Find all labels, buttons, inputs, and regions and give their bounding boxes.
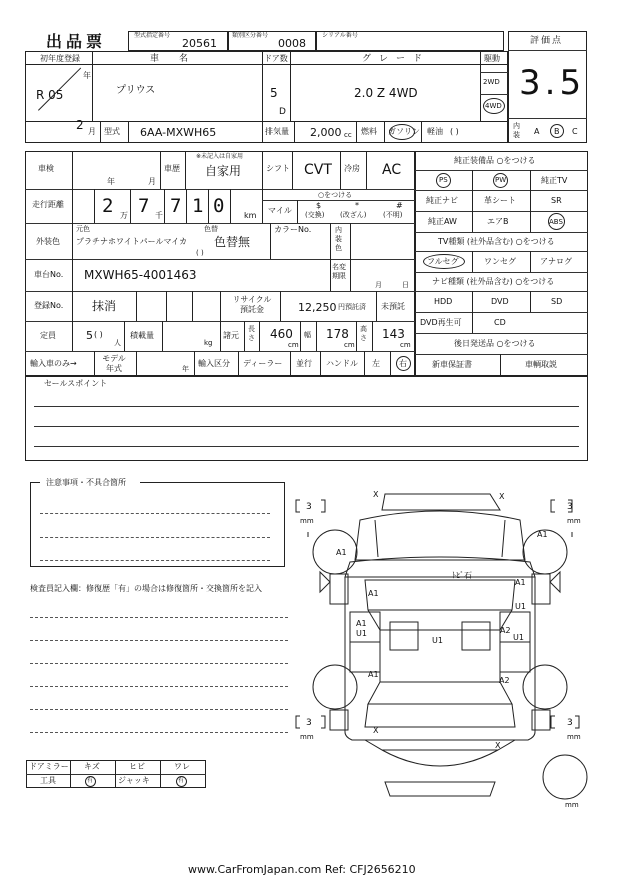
orig-color-label: 元色: [76, 225, 90, 233]
equip-airbag[interactable]: エアB: [487, 217, 509, 226]
later-title: 後日発送品 ○をつける: [454, 339, 536, 348]
fuel-diesel[interactable]: 軽油: [427, 127, 443, 136]
length-value: 460: [270, 327, 293, 341]
mileage-km: km: [244, 211, 257, 220]
meter-exchanged[interactable]: (交換): [305, 211, 325, 219]
mark-front-right-wheel: A1: [537, 530, 548, 539]
mark-front-bumper-x2: X: [499, 492, 505, 501]
mark-rear-x2: X: [495, 741, 501, 750]
door-type: D: [279, 107, 286, 117]
spare-tire-mm: mm: [565, 801, 579, 809]
mark-rear-x: X: [373, 726, 379, 735]
mileage-digit-4: 1: [192, 195, 204, 217]
first-reg-month: 2: [76, 118, 84, 132]
interior-c[interactable]: C: [572, 127, 578, 136]
caution-label: 注意事項・不具合箇所: [46, 478, 126, 487]
meter-mile[interactable]: マイル: [268, 206, 292, 215]
meter-tampered-symbol[interactable]: *: [355, 201, 359, 210]
color-change-label: 色替: [204, 225, 218, 233]
drive-label: 駆動: [484, 54, 500, 63]
legend-scratch: キズ: [84, 762, 100, 771]
recycle-unit: 円預託済: [338, 303, 366, 311]
sales-point-box: [25, 376, 588, 461]
equip-ps[interactable]: PS: [439, 176, 448, 184]
car-name-label: 車名: [150, 54, 209, 64]
mark-left-door-u: U1: [356, 629, 367, 638]
displacement-unit: cc: [344, 131, 352, 139]
mileage-digit-2: 7: [138, 195, 150, 217]
ac-value: AC: [382, 162, 402, 178]
tire-rl-depth: 3: [306, 718, 312, 728]
sales-point-label: セールスポイント: [44, 379, 108, 388]
interior-color-label: 内装色: [335, 226, 342, 252]
mark-left-rear-quarter: A1: [368, 670, 379, 679]
mileage-label: 走行距離: [32, 200, 64, 209]
shift-label: シフト: [266, 164, 290, 173]
grade-value: 2.0 Z 4WD: [354, 86, 418, 100]
fuel-label: 燃料: [361, 127, 377, 136]
legend-jack-yes: 有: [178, 777, 185, 784]
model-approval-value: 20561: [182, 37, 217, 50]
name-change-month: 月: [375, 281, 382, 289]
equip-abs[interactable]: ABS: [549, 218, 563, 226]
legend-jack: ジャッキ: [118, 776, 150, 785]
inspector-label: 検査員記入欄：修復歴「有」の場合は修復箇所・交換箇所を記入: [30, 584, 262, 593]
dvd-playback[interactable]: DVD再生可: [420, 318, 462, 327]
inspection-year-suffix: 年: [107, 177, 115, 186]
import-label: 輸入車のみ→: [30, 359, 77, 368]
fuel-gasoline[interactable]: ガソリン: [388, 127, 420, 136]
mileage-unit-sen: 千: [155, 211, 163, 220]
model-year-unit: 年: [182, 365, 189, 373]
year-suffix: 年: [83, 71, 91, 80]
width-unit: cm: [344, 341, 355, 349]
exterior-color-label: 外装色: [36, 237, 60, 246]
length-unit: cm: [288, 341, 299, 349]
tire-fr-depth: 3: [567, 502, 573, 512]
tv-oneseg[interactable]: ワンセグ: [484, 257, 516, 266]
color-paren: ( ): [196, 249, 204, 257]
chassis-value: MXWH65-4001463: [84, 268, 197, 282]
legend-mirror: ドアミラー: [29, 762, 69, 771]
displacement-value: 2,000: [310, 126, 342, 139]
mark-left-fender: A1: [368, 589, 379, 598]
tv-title: TV種類 (社外品含む) ○をつける: [438, 237, 555, 246]
capacity-label: 定員: [40, 331, 56, 340]
legend-tools-yes: 有: [87, 777, 94, 784]
recycle-none[interactable]: 未預託: [381, 302, 405, 311]
height-unit: cm: [400, 341, 411, 349]
mark-front-bumper-x: X: [373, 490, 379, 499]
car-name: プリウス: [116, 85, 156, 96]
type-label: 型式: [104, 127, 120, 136]
inspection-label: 車検: [38, 164, 54, 173]
tv-analog[interactable]: アナログ: [540, 257, 572, 266]
mark-right-rear-door-u: U1: [513, 633, 524, 642]
capacity-paren: ( ): [94, 330, 103, 339]
tire-rl-mm: mm: [300, 733, 314, 741]
equip-leather[interactable]: 革シート: [484, 196, 516, 205]
mark-hood-stone-chip: ﾄﾋﾞ石: [452, 571, 472, 580]
page-title: 出品票: [46, 32, 107, 51]
mark-right-door-u: U1: [515, 602, 526, 611]
meter-exchanged-symbol[interactable]: $: [316, 201, 322, 210]
first-reg-era: R 05: [36, 88, 64, 102]
interior-label: 内装: [513, 122, 520, 139]
meter-tampered[interactable]: (改ざん): [340, 211, 367, 219]
caution-box: [30, 482, 285, 567]
ac-label: 冷房: [344, 164, 360, 173]
height-label: 高さ: [360, 325, 367, 342]
color-no-label: カラーNo.: [274, 225, 312, 234]
type-value: 6AA-MXWH65: [140, 126, 217, 139]
capacity-value: 5: [86, 329, 93, 342]
chassis-label: 車台No.: [34, 270, 64, 279]
later-warranty[interactable]: 新車保証書: [432, 360, 472, 369]
shift-value: CVT: [304, 162, 332, 178]
tire-rr-depth: 3: [567, 718, 573, 728]
navi-sd[interactable]: SD: [551, 297, 563, 306]
mark-right-fender: A1: [515, 578, 526, 587]
fuel-other: ( ): [450, 127, 459, 136]
orig-color: プラチナホワイトパールマイカ: [76, 237, 188, 246]
load-label: 積載量: [130, 331, 154, 340]
navi-title: ナビ種類 (社外品含む) ○をつける: [432, 277, 555, 286]
height-value: 143: [382, 327, 405, 341]
legend-crack: ヒビ: [129, 762, 145, 771]
mileage-digit-1: 2: [102, 195, 114, 217]
mileage-unit-man: 万: [120, 211, 128, 220]
grade-label: グレード: [362, 54, 431, 64]
name-change-label: 名変期限: [332, 263, 346, 280]
registration-value: 抹消: [92, 299, 117, 313]
handle-label: ハンドル: [326, 359, 358, 368]
interior-a[interactable]: A: [534, 127, 540, 136]
equip-sunroof[interactable]: SR: [551, 196, 562, 205]
equip-genuine-aw[interactable]: 純正AW: [428, 217, 457, 226]
history-value: 自家用: [205, 164, 242, 178]
tire-fl-depth: 3: [306, 502, 312, 512]
history-note: ※未記入は自家用: [196, 153, 244, 160]
legend-tools: 工具: [40, 776, 56, 785]
equip-genuine-tv[interactable]: 純正TV: [541, 176, 568, 185]
equip-pw[interactable]: PW: [495, 176, 507, 184]
mark-roof: U1: [432, 636, 443, 645]
meter-unknown-symbol[interactable]: #: [396, 201, 403, 210]
first-reg-label: 初年度登録: [40, 54, 80, 63]
doors-value: 5: [270, 86, 278, 100]
tire-fr-mm: mm: [567, 517, 581, 525]
history-label: 車歴: [164, 164, 180, 173]
score-value: 3.5: [519, 63, 586, 103]
tire-rr-mm: mm: [567, 733, 581, 741]
tv-fullseg[interactable]: フルセグ: [427, 257, 459, 266]
registration-label: 登録No.: [34, 301, 64, 310]
legend-broken: ワレ: [174, 762, 190, 771]
name-change-day: 日: [402, 281, 409, 289]
model-approval-label: 型式指定番号: [134, 32, 171, 39]
recycle-label: リサイクル預託金: [232, 295, 272, 314]
equip-genuine-navi[interactable]: 純正ナビ: [426, 196, 458, 205]
capacity-unit: 人: [114, 339, 121, 347]
mark-front-left-wheel: A1: [336, 548, 347, 557]
width-label: 幅: [304, 331, 311, 339]
cd[interactable]: CD: [494, 318, 506, 327]
load-unit: kg: [204, 339, 213, 347]
drive-4wd[interactable]: 4WD: [485, 102, 502, 110]
displacement-label: 排気量: [265, 127, 289, 136]
import-dealer[interactable]: ディーラー: [243, 359, 283, 368]
navi-dvd[interactable]: DVD: [491, 297, 509, 306]
drive-2wd[interactable]: 2WD: [483, 78, 500, 86]
serial-label: シリアル番号: [322, 32, 358, 39]
equipment-title: 純正装備品 ○をつける: [454, 156, 536, 165]
import-class-label: 輸入区分: [198, 359, 230, 368]
category-label: 類別区分番号: [232, 32, 269, 39]
inspection-month-suffix: 月: [148, 177, 156, 186]
category-value: 0008: [278, 37, 306, 50]
interior-b[interactable]: B: [554, 127, 560, 136]
later-manual[interactable]: 車輌取説: [525, 360, 557, 369]
footer-ref: www.CarFromJapan.com Ref: CFJ2656210: [188, 863, 416, 876]
meter-unknown[interactable]: (不明): [383, 211, 403, 219]
mileage-digit-5: 0: [213, 195, 225, 217]
handle-left[interactable]: 左: [372, 359, 380, 368]
model-year-label: モデル年式: [102, 354, 126, 373]
tire-fl-mm: mm: [300, 517, 314, 525]
doors-label: ドア数: [264, 54, 288, 63]
month-suffix: 月: [88, 127, 96, 136]
mark-right-rear-door: A2: [500, 626, 511, 635]
color-change-value: 色替無: [214, 235, 251, 249]
import-parallel[interactable]: 並行: [296, 359, 312, 368]
handle-right[interactable]: 右: [399, 359, 407, 368]
meter-note: ○をつける: [318, 191, 353, 199]
width-value: 178: [326, 327, 349, 341]
mark-right-rear-quarter: A2: [499, 676, 510, 685]
score-label: 評価点: [530, 36, 564, 46]
recycle-amount: 12,250: [298, 301, 337, 314]
mileage-digit-3: 7: [170, 195, 182, 217]
length-label: 長さ: [248, 325, 255, 342]
navi-hdd[interactable]: HDD: [434, 297, 453, 306]
mark-left-door: A1: [356, 619, 367, 628]
dims-label: 諸元: [223, 331, 239, 340]
